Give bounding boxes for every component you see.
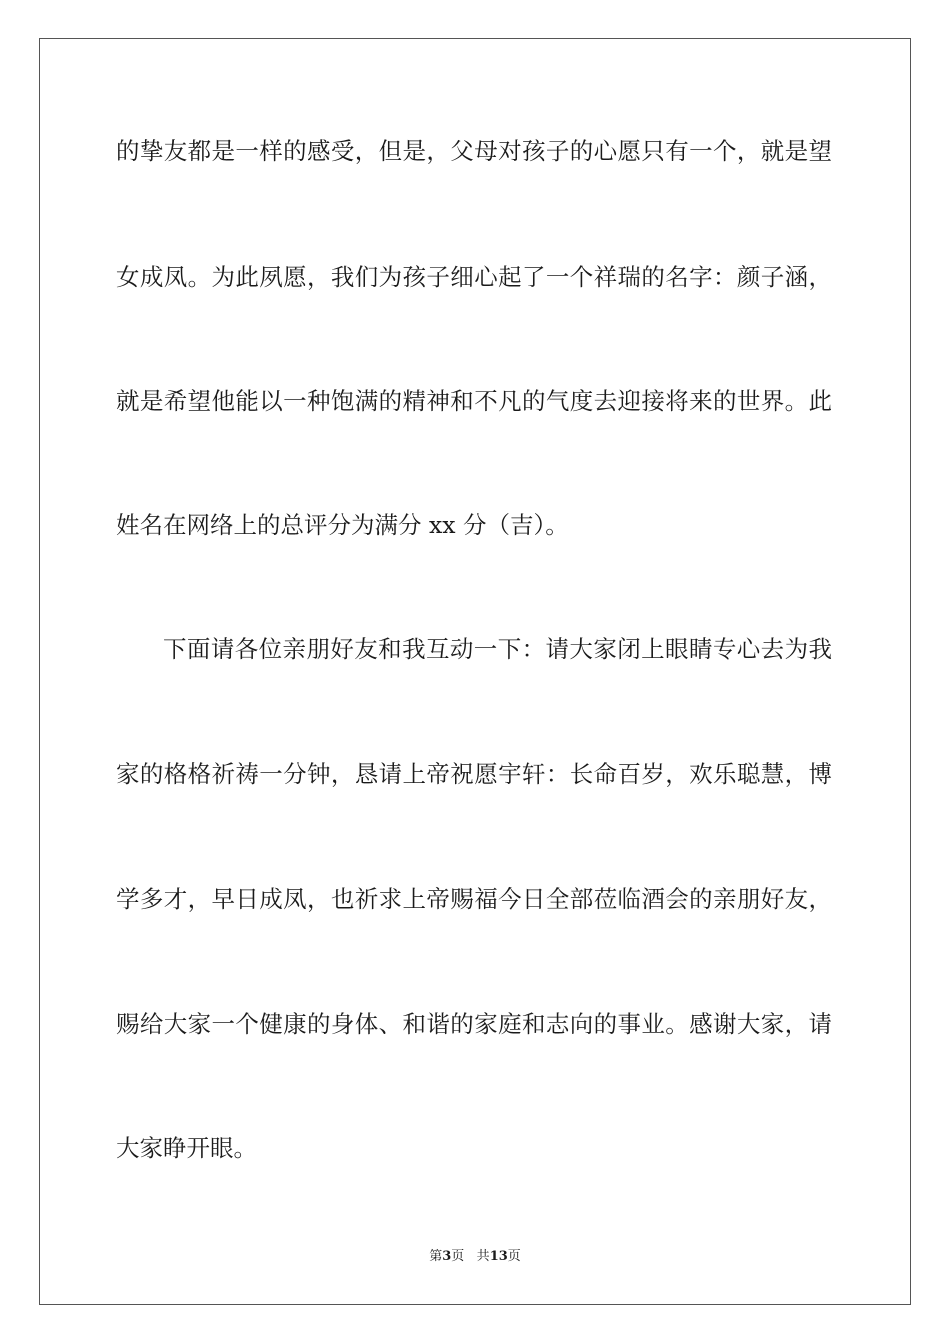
- footer-page-prefix: 第: [429, 1249, 443, 1264]
- paragraph-line-6: 家的格格祈祷一分钟，恳请上帝祝愿宇轩：长命百岁，欢乐聪慧，博: [116, 760, 832, 788]
- paragraph-line-8: 赐给大家一个健康的身体、和谐的家庭和志向的事业。感谢大家，请: [116, 1010, 832, 1038]
- paragraph-line-9: 大家睁开眼。: [116, 1134, 257, 1162]
- page-footer: [0, 1249, 950, 1265]
- paragraph-line-2: 女成凤。为此夙愿，我们为孩子细心起了一个祥瑞的名字：颜子涵，: [116, 263, 832, 291]
- paragraph-line-3: 就是希望他能以一种饱满的精神和不凡的气度去迎接将来的世界。此: [116, 387, 832, 415]
- paragraph-line-1: 的挚友都是一样的感受，但是，父母对孩子的心愿只有一个，就是望: [116, 137, 832, 165]
- footer-total-prefix: 共: [476, 1249, 490, 1264]
- footer-total-suffix: 页: [507, 1249, 521, 1264]
- footer-page-current: 3: [442, 1249, 452, 1264]
- footer-page-total: 13: [489, 1249, 508, 1264]
- footer-page-suffix: 页: [451, 1249, 465, 1264]
- paragraph-line-4: 姓名在网络上的总评分为满分 xx 分（吉）。: [116, 511, 569, 539]
- paragraph-line-7: 学多才，早日成凤，也祈求上帝赐福今日全部莅临酒会的亲朋好友，: [116, 885, 832, 913]
- paragraph-line-5: 下面请各位亲朋好友和我互动一下：请大家闭上眼睛专心去为我: [163, 635, 832, 663]
- page-border: [39, 38, 911, 1305]
